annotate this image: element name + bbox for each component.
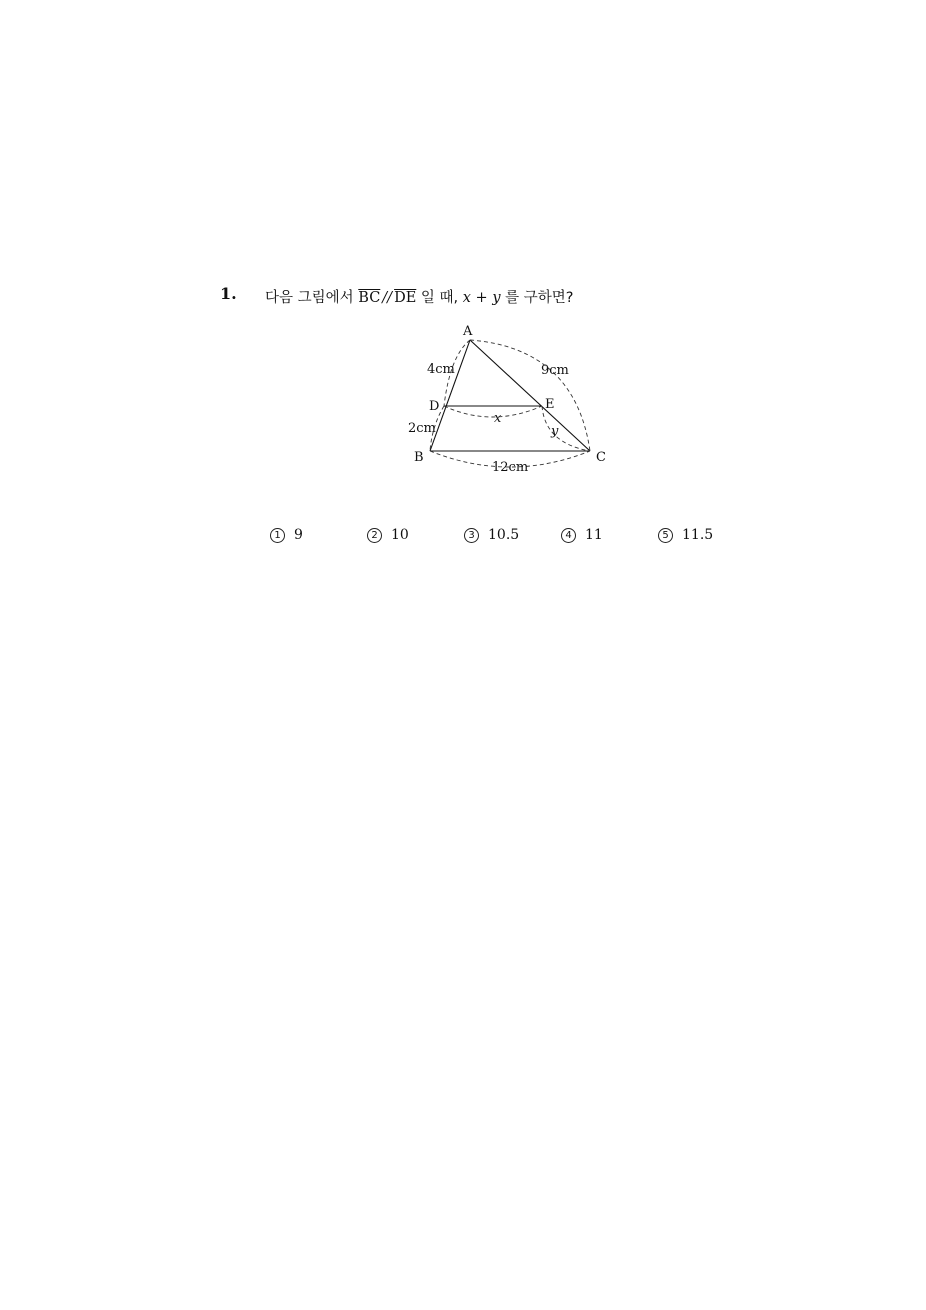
label-de-x: x bbox=[494, 411, 502, 426]
variable-y: y bbox=[492, 290, 501, 306]
label-db: 2cm bbox=[408, 421, 436, 436]
point-a-label: A bbox=[463, 324, 473, 339]
choice-2-mark: 2 bbox=[367, 528, 382, 543]
choice-3[interactable] bbox=[464, 527, 519, 543]
segment-bc: $\overline{BC}$ bbox=[358, 290, 381, 306]
choice-4-value: 11 bbox=[585, 527, 603, 543]
question-prefix: 다음 그림에서 bbox=[265, 290, 354, 306]
question-suffix: 를 구하면? bbox=[505, 290, 574, 306]
label-ec-y: y bbox=[551, 424, 559, 439]
choice-5-mark: 5 bbox=[658, 528, 673, 543]
choice-1[interactable] bbox=[270, 527, 303, 543]
choice-3-mark: 3 bbox=[464, 528, 479, 543]
variable-x: x bbox=[462, 290, 471, 306]
side-ab bbox=[430, 340, 470, 451]
choice-3-value: 10.5 bbox=[488, 527, 520, 543]
parallel-symbol: // bbox=[382, 290, 393, 306]
point-d-label: D bbox=[429, 399, 440, 414]
label-ac: 9cm bbox=[541, 363, 569, 378]
arc-de bbox=[444, 406, 542, 417]
triangle-figure bbox=[400, 318, 620, 478]
label-bc: 12cm bbox=[492, 460, 529, 475]
choice-5-value: 11.5 bbox=[682, 527, 714, 543]
choice-2[interactable] bbox=[367, 527, 409, 543]
segment-de: $\overline{DE}$ bbox=[394, 290, 417, 306]
choice-4-mark: 4 bbox=[561, 528, 576, 543]
choice-5[interactable] bbox=[658, 527, 713, 543]
choice-4[interactable] bbox=[561, 527, 603, 543]
choice-1-mark: 1 bbox=[270, 528, 285, 543]
question-middle: 일 때, bbox=[420, 290, 459, 306]
choice-1-value: 9 bbox=[294, 527, 303, 543]
point-e-label: E bbox=[545, 397, 555, 412]
point-b-label: B bbox=[414, 450, 424, 465]
choice-2-value: 10 bbox=[391, 527, 409, 543]
label-ad: 4cm bbox=[427, 362, 455, 377]
plus-sign: + bbox=[475, 290, 488, 306]
question-number: 1. bbox=[220, 284, 237, 303]
point-c-label: C bbox=[596, 450, 606, 465]
question-text bbox=[265, 286, 573, 307]
